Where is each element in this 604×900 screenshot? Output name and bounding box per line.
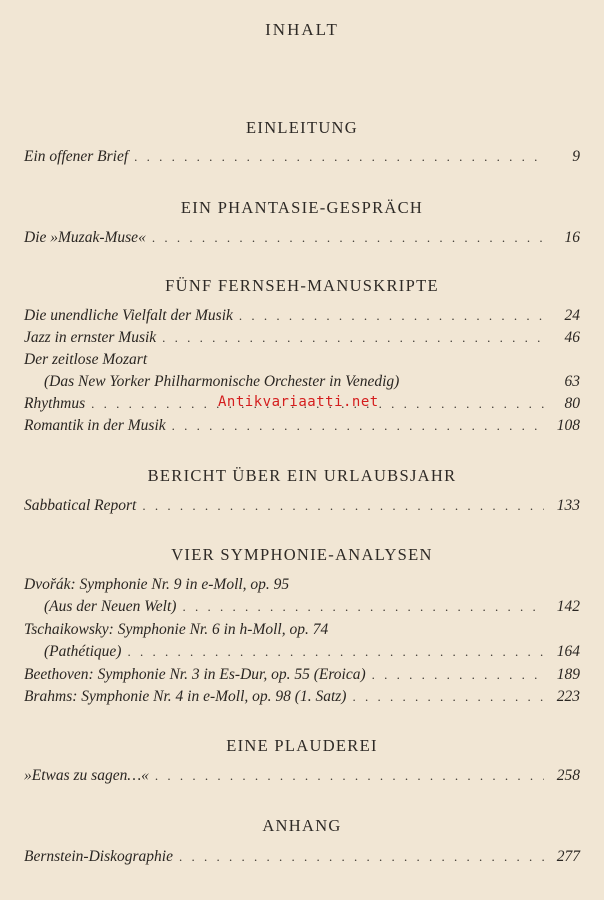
entry-subtitle: (Pathétique)	[44, 643, 122, 660]
entry-title: Sabbatical Report	[24, 497, 137, 514]
entry-page-number: 258	[556, 767, 580, 784]
entry-title: Jazz in ernster Musik	[24, 329, 157, 346]
entry-page-number: 223	[556, 688, 580, 705]
entry-page-number: 63	[564, 373, 580, 390]
dot-leader	[172, 418, 544, 434]
toc-entry	[24, 497, 580, 519]
entry-page-number: 142	[556, 598, 580, 615]
toc-entry	[24, 666, 580, 688]
section-heading-symphonie-analysen: VIER SYMPHONIE-ANALYSEN	[171, 545, 433, 564]
toc-entry	[24, 848, 580, 870]
entry-title: Romantik in der Musik	[24, 417, 166, 434]
entry-page-number: 80	[564, 395, 580, 412]
toc-entry	[24, 576, 580, 598]
section-heading-plauderei: EINE PLAUDEREI	[226, 736, 378, 755]
page-title: INHALT	[265, 20, 339, 39]
toc-entry	[24, 767, 580, 789]
entry-page-number: 277	[556, 848, 580, 865]
entry-page-number: 108	[556, 417, 580, 434]
toc-entry	[24, 417, 580, 439]
section-heading-anhang: ANHANG	[262, 816, 342, 835]
toc-entry	[24, 229, 580, 251]
section-heading-einleitung: EINLEITUNG	[246, 118, 358, 137]
dot-leader	[162, 330, 544, 346]
dot-leader	[179, 849, 544, 865]
dot-leader	[155, 768, 544, 784]
entry-title: Die »Muzak-Muse«	[24, 229, 146, 246]
entry-title: Der zeitlose Mozart	[24, 351, 148, 368]
entry-page-number: 24	[564, 307, 580, 324]
dot-leader	[127, 644, 544, 660]
entry-page-number: 189	[556, 666, 580, 683]
entry-subtitle: (Aus der Neuen Welt)	[44, 598, 177, 615]
dot-leader	[152, 230, 544, 246]
toc-entry	[24, 329, 580, 351]
section-heading-urlaubsjahr: BERICHT ÜBER EIN URLAUBSJAHR	[147, 466, 457, 485]
dot-leader	[372, 667, 544, 683]
entry-title: Dvořák: Symphonie Nr. 9 in e-Moll, op. 95	[24, 576, 290, 593]
entry-title: »Etwas zu sagen…«	[24, 767, 149, 784]
toc-entry-continuation	[24, 598, 580, 620]
toc-entry	[24, 307, 580, 329]
dot-leader	[142, 498, 544, 514]
dot-leader	[182, 599, 544, 615]
dot-leader	[239, 308, 544, 324]
entry-page-number: 9	[572, 148, 580, 165]
section-heading-phantasie-gespraech: EIN PHANTASIE-GESPRÄCH	[180, 198, 424, 217]
dot-leader	[134, 149, 544, 165]
entry-title: Brahms: Symphonie Nr. 4 in e-Moll, op. 98 (1. Satz)	[24, 688, 347, 705]
toc-entry-continuation	[24, 643, 580, 665]
watermark-text: Antikvariaatti.net	[218, 394, 379, 410]
entry-page-number: 46	[564, 329, 580, 346]
toc-entry	[24, 148, 580, 170]
toc-entry	[24, 621, 580, 643]
entry-page-number: 133	[556, 497, 580, 514]
entry-title: Bernstein-Diskographie	[24, 848, 173, 865]
entry-page-number: 16	[564, 229, 580, 246]
entry-title: Die unendliche Vielfalt der Musik	[24, 307, 233, 324]
entry-page-number: 164	[556, 643, 580, 660]
dot-leader	[352, 689, 544, 705]
toc-entry	[24, 351, 580, 373]
section-heading-fernseh-manuskripte: FÜNF FERNSEH-MANUSKRIPTE	[165, 276, 439, 295]
entry-subtitle: (Das New Yorker Philharmonische Orchester in Venedig)	[44, 373, 400, 390]
toc-entry-continuation	[24, 373, 580, 395]
entry-title: Ein offener Brief	[24, 148, 129, 165]
entry-title: Beethoven: Symphonie Nr. 3 in Es-Dur, op. 55 (Eroica)	[24, 666, 366, 683]
toc-entry	[24, 688, 580, 710]
entry-title: Rhythmus	[24, 395, 86, 412]
entry-title: Tschaikowsky: Symphonie Nr. 6 in h-Moll, op. 74	[24, 621, 329, 638]
